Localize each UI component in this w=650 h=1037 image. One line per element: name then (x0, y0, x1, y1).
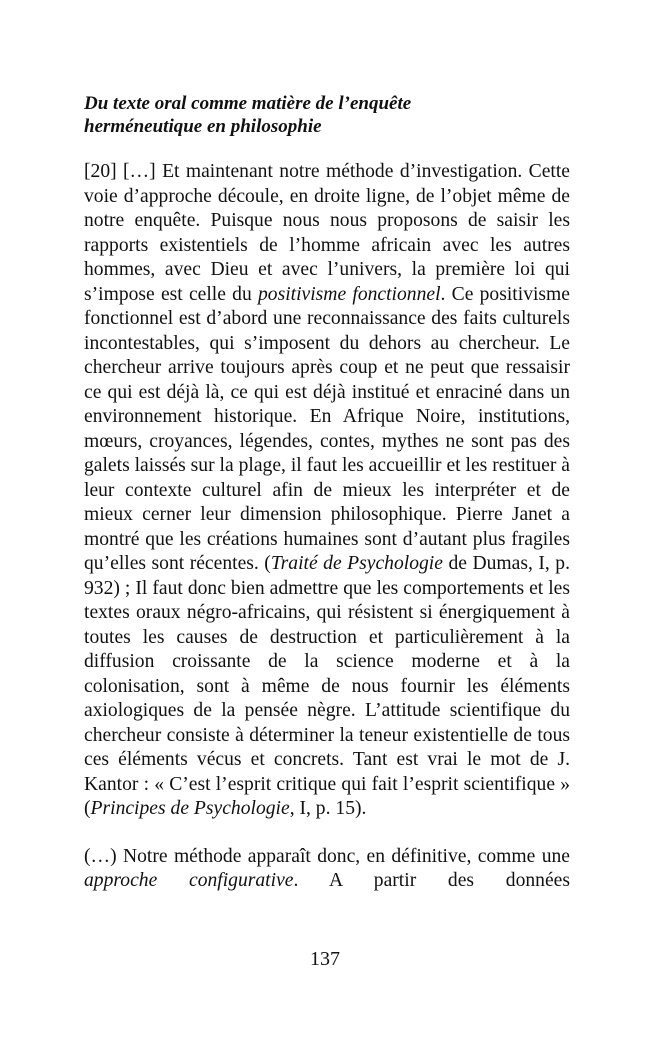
section-title (84, 92, 570, 138)
paragraph-2 (84, 845, 570, 894)
paragraph-2-text-a: (…) Notre méthode apparaît donc, en définitive, comme une (84, 845, 570, 867)
emphasis-positivisme-fonctionnel: positivisme fonctionnel (257, 283, 441, 305)
emphasis-approche-configurative: approche configurative (84, 870, 294, 891)
section-title-line-1: Du texte oral comme matière de l’enquête (84, 93, 412, 114)
emphasis-principes-de-psychologie: Principes de Psychologie (90, 798, 290, 819)
section-title-line-2: herméneutique en philosophie (84, 116, 322, 137)
paragraph-1-text-b: . Ce positivisme fonctionnel est d’abord une reconnaissance des faits culturels incontestables, qui s’imposent du dehors au chercheur. Le chercheur arrive toujours après coup et ne peut que ressaisir ce qui est déjà là, ce qui est déjà institué et enraciné dans un environnement historique. En Afrique Noire, institutions, mœurs, croyances, légendes, contes, mythes ne sont pas des galets laissés sur la plage, il faut les accueillir et les restituer à leur contexte culturel afin de mieux les interpréter et de mieux cerner leur dimension philosophique. Pierre Janet a montré que les créations humaines sont d’autant plus fragiles qu’elles sont récentes. ( (84, 283, 570, 574)
page-body (84, 92, 570, 917)
paragraph-1-text-d: , I, p. 15). (289, 798, 367, 819)
emphasis-traite-de-psychologie: Traité de Psychologie (270, 553, 443, 574)
paragraph-2-text-b: . A partir des données (293, 870, 570, 891)
paragraph-1-text-a: [20] […] Et maintenant notre méthode d’investigation. Cette voie d’approche découle, en droite ligne, de l’objet même de notre enquête. Puisque nous nous proposons de saisir les rapports existentiels de l’homme africain avec les autres hommes, avec Dieu et avec l’univers, la première loi qui s’impose est celle du (84, 161, 570, 305)
paragraph-1 (84, 160, 570, 822)
paragraph-1-text-c: de Dumas, I, p. 932) ; Il faut donc bien admettre que les comportements et les textes oraux négro-africains, qui résistent si énergiquement à toutes les causes de destruction et particulièrement à la diffusion croissante de la science moderne et à la colonisation, sont à même de nous fournir les éléments axiologiques de la pensée nègre. L’attitude scientifique du chercheur consiste à déterminer la teneur existentielle de tous ces éléments vécus et concrets. Tant est vrai le mot de J. Kantor : « C’est l’esprit critique qui fait l’esprit scientifique » ( (84, 553, 571, 819)
page-number: 137 (310, 948, 340, 970)
